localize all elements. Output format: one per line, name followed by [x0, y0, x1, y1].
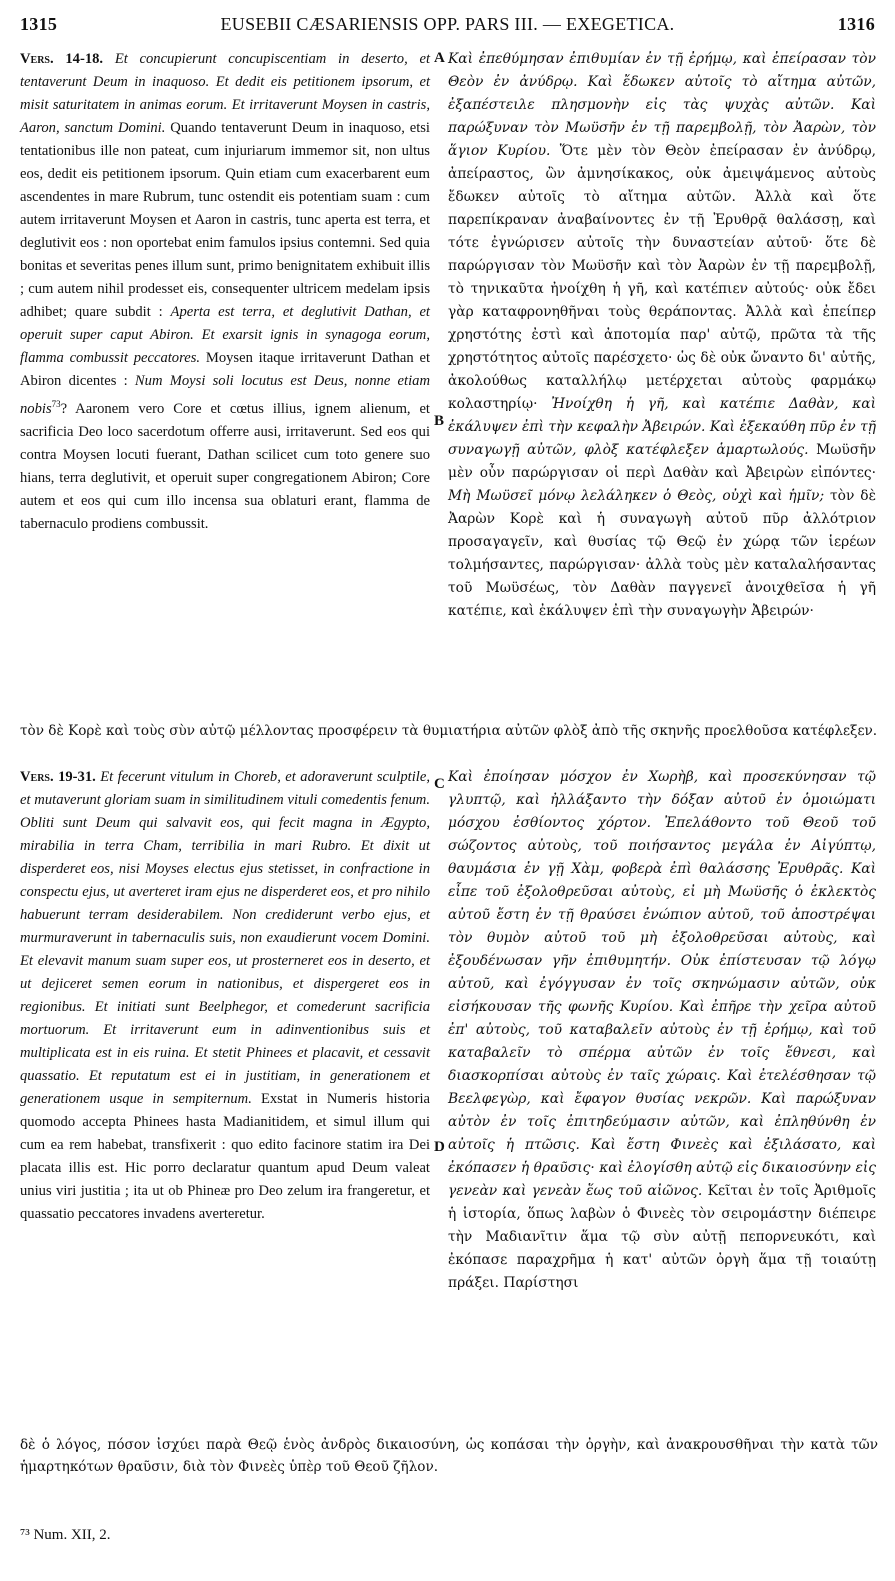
page-header — [20, 14, 875, 40]
greek-quote: Καὶ ἐποίησαν μόσχον ἐν Χωρὴβ, καὶ προσεκύνησαν τῷ γλυπτῷ, καὶ ἠλλάξαντο τὴν δόξαν αὐτοῦ ἐν ὁμοιώματι μόσχου ἐσθίοντος χόρτον. Ἐπελάθοντο τοῦ Θεοῦ τοῦ σώζοντος αὐτοὺς, τοῦ ποιήσαντος μεγάλα ἐν Αἰγύπτῳ, θαυμάσια ἐν γῇ Χὰμ, φοβερὰ ἐπὶ θαλάσσης Ἐρυθρᾶς. Καὶ εἶπε τοῦ ἐξολοθρεῦσαι αὐτοὺς, εἰ μὴ Μωϋσῆς ὁ ἐκλεκτὸς αὐτοῦ ἔστη ἐν τῇ θραύσει ἐνώπιον αὐτοῦ, τοῦ ἀποστρέψαι τὸν θυμὸν αὐτοῦ τοῦ μὴ ἐξολοθρεῦσαι αὐτοὺς, καὶ ἐξουδένωσαν γῆν ἐπιθυμητήν. Οὐκ ἐπίστευσαν τῷ λόγῳ αὐτοῦ, καὶ ἐγόγγυσαν ἐν τοῖς σκηνώμασιν αὐτῶν, οὐκ εἰσήκουσαν τῆς φωνῆς Κυρίου. Καὶ ἐπῆρε τὴν χεῖρα αὐτοῦ ἐπ' αὐτοὺς, τοῦ καταβαλεῖν αὐτοὺς ἐν τῇ ἐρήμῳ, καὶ τοῦ καταβαλεῖν τὸ σπέρμα αὐτῶν ἐν τοῖς ἔθνεσι, καὶ διασκορπίσαι αὐτοὺς ἐν ταῖς χώραις. Καὶ ἐτελέσθησαν τῷ Βεελφεγὼρ, καὶ ἔφαγον θυσίας νεκρῶν. Καὶ παρώξυναν αὐτὸν ἐν τοῖς ἐπιτηδεύμασιν αὐτῶν, καὶ ἐπληθύνθη ἐν αὐτοῖς ἡ πτῶσις. Καὶ ἔστη Φινεὲς καὶ ἐξιλάσατο, καὶ ἐκόπασεν ἡ θραῦσις· καὶ ἐλογίσθη αὐτῷ εἰς δικαιοσύνην εἰς γενεὰν καὶ γενεὰν ἕως τοῦ αἰῶνος. — [448, 769, 876, 1199]
latin-quote: Et fecerunt vitulum in Choreb, et adoraverunt sculptile, et mutaverunt gloriam suam in similitudinem vituli comedentis fenum. Obliti sunt Deum qui salvavit eos, qui fecit magna in Ægypto, mirabilia in terra Cham, terribilia in mari Rubro. Et dixit ut disperderet eos, nisi Moyses electus ejus stetisset, in confractione in conspectu ejus, ut averteret iram ejus ne disperderet eos, et pro nihilo habuerunt terram desiderabilem. Non crediderunt verbo ejus, et murmuraverunt in tabernaculis suis, non exaudierunt vocem Domini. Et elevavit manum suam super eos, ut prosterneret eos in deserto, et ut dejiceret semen eorum in nationibus, et dispergeret eos in regionibus. Et initiati sunt Beelphegor, et comederunt sacrificia mortuorum. Et irritaverunt eum in adinventionibus suis et multiplicata est in eis ruina. Et stetit Phinees et placavit, et cessavit quassatio. Et reputatum est ei in justitiam, in generationem et generationem usque in sempiternum. — [20, 769, 430, 1107]
greek-quote: Μὴ Μωϋσεῖ μόνῳ λελάληκεν ὁ Θεὸς, οὐχὶ καὶ ἡμῖν; — [448, 488, 825, 504]
greek-commentary: τὸν δὲ Ἀαρὼν Κορὲ καὶ ἡ συναγωγὴ αὐτοῦ πῦρ ἀλλότριον προσαγαγεῖν, καὶ θυσίας τῷ Θεῷ ἐν χώρᾳ τῶν ἱερέων τολμήσαντες, παρώργισαν· ἀλλὰ τοὺς μὲν καταλαλήσαντας τοῦ Μωϋσέως, τὸν Δαθὰν παγγενεῖ ἀνοιχθεῖσα ἡ γῆ κατέπιε, καὶ ἐκάλυψεν ἐπὶ τὴν συναγωγὴν Ἀβειρών· — [448, 488, 876, 619]
footnote-ref: 73 — [51, 399, 61, 409]
latin-quote: Aperta est terra, et deglutivit Dathan, et operuit super caput Abiron. Et exarsit ignis in synagoga eorum, flamma combussit peccatores. — [20, 304, 430, 366]
latin-quote: Num Moysi soli locutus est Deus, nonne etiam nobis — [20, 373, 430, 417]
latin-column-section-1 — [20, 48, 430, 536]
latin-paragraph — [20, 766, 430, 1226]
greek-column-section-1 — [448, 48, 876, 623]
greek-quote: Ἠνοίχθη ἡ γῆ, καὶ κατέπιε Δαθὰν, καὶ ἐκάλυψεν ἐπὶ τὴν κεφαλὴν Ἀβειρών. Καὶ ἐξεκαύθη πῦρ ἐν τῇ συναγωγῇ αὐτῶν, φλὸξ κατέφλεξεν ἁμαρτωλούς. — [448, 396, 877, 458]
greek-full-width-section-2: δὲ ὁ λόγος, πόσον ἰσχύει παρὰ Θεῷ ἑνὸς ἀνδρὸς δικαιοσύνη, ὡς κοπάσαι τὴν ὀργὴν, καὶ ἀνακρουσθῆναι τὴν κατὰ τῶν ἡμαρτηκότων θραῦσιν, διὰ τὸν Φινεὲς ὑπὲρ τοῦ Θεοῦ ζῆλον. — [20, 1437, 878, 1475]
greek-commentary: Κεῖται ἐν τοῖς Ἀριθμοῖς ἡ ἱστορία, ὅπως λαβὼν ὁ Φινεὲς τὸν σειρομάστην διέπειρε τὴν Μαδιανῖτιν ἅμα τῷ σὺν αὐτῇ πεπορνευκότι, καὶ ἐκόπασε παραχρῆμα ἡ κατ' αὐτῶν ὀργὴ ἅμα τῇ τοιαύτῃ πράξει. Παρίστησι — [448, 1183, 877, 1291]
greek-quote: Καὶ ἐπεθύμησαν ἐπιθυμίαν ἐν τῇ ἐρήμῳ, καὶ ἐπείρασαν τὸν Θεὸν ἐν ἀνύδρῳ. Καὶ ἔδωκεν αὐτοῖς τὸ αἴτημα αὐτῶν, ἐξαπέστειλε πλησμονὴν εἰς τὰς ψυχὰς αὐτῶν. Καὶ παρώξυναν τὸν Μωϋσῆν ἐν τῇ παρεμβολῇ, τὸν Ἀαρὼν, τὸν ἅγιον Κυρίου. — [448, 51, 876, 159]
latin-column-section-2 — [20, 766, 430, 1226]
margin-marker-b: B — [434, 413, 445, 429]
latin-commentary: Quando tentaverunt Deum in inaquoso, etsi tentationibus ille non pateat, cum injuriarum immemor sit, non ultus eos, dedit eis petitionem ipsorum. Quin etiam cum exacerbarent eum ascendentes in mare Rubrum, tunc ostendit eis potentiam suam : cum autem irritaverunt Moysen et Aaron in castris, tunc aperta est terra, et deglutivit eos : non oportebat enim famulos ipsius contemni. Sed quia bonitas et severitas penes illum sunt, primo benignitatem exhibuit illis ; cum autem nihil prodesset eis, consequenter ultricem medelam ipsis adhibet; quare subdit : — [20, 120, 430, 320]
verse-label: Vers. 14-18. — [20, 51, 104, 67]
latin-quote: Et concupierunt concupiscentiam in deserto, et tentaverunt Deum in inaquoso. Et dedit eis petitionem ipsorum, et misit saturitatem in animas eorum. Et irritaverunt Moysen in castris, Aaron, sanctum Domini. — [20, 51, 430, 136]
latin-commentary: ? Aaronem vero Core et cœtus illius, ignem alienum, et sacrificia Deo loco sacerdotum offerre ausi, irritaverunt. Sed eos qui contra Moysen locuti fuerant, Dathan scilicet cum toto genere suo hians, terra deglutivit, et operuit super congregationem Abiron; Core autem et eos qui cum illo incensa sua oblaturi erant, flamma de tabernaculo prodiens combussit. — [20, 400, 430, 532]
greek-commentary: Μωϋσῆν μὲν οὖν παρώργισαν οἱ περὶ Δαθὰν καὶ Ἀβειρὼν εἰπόντες· — [448, 442, 877, 481]
greek-commentary: Ὅτε μὲν τὸν Θεὸν ἐπείρασαν ἐν ἀνύδρῳ, ἀπείραστος, ὢν ἀμνησίκακος, οὐκ ἀμειψάμενος αὐτοὺς ἔδωκεν αὐτοῖς τὸ αἴτημα αὐτῶν. Ἀλλὰ καὶ ὅτε παρεπίκραναν ἀναβαίνοντες ἐν τῇ Ἐρυθρᾷ θαλάσσῃ, καὶ τότε ἐγνώρισεν αὐτοῖς τὴν δυναστείαν αὐτοῦ· ὅτε δὲ παρώργισαν τὸν Μωϋσῆν καὶ τὸν Ἀαρὼν ἐν τῇ παρεμβολῇ, τὸ τηνικαῦτα ἠνοίχθη ἡ γῆ, καὶ κατέπιεν αὐτούς· οὐκ ἔδει γὰρ καταφρονηθῆναι τοὺς θεράποντας. Ἀλλὰ καὶ ἐπείπερ χρηστότης ἐστὶ καὶ ἀποτομία παρ' αὐτῷ, πρῶτα τὰ τῆς χρηστότητος αὐτοῖς παρέσχετο· ὡς δὲ οὐκ ὤναντο δι' αὐτῆς, ἀκολούθως καταλλήλῳ μετέρχεται αὐτοὺς φαρμάκῳ κολαστηρίῳ· — [448, 143, 876, 412]
greek-paragraph — [448, 766, 876, 1295]
footnote: ⁷³ Num. XII, 2. — [20, 1527, 111, 1543]
greek-full-width-section-1: τὸν δὲ Κορὲ καὶ τοὺς σὺν αὐτῷ μέλλοντας προσφέρειν τὰ θυμιατήρια αὐτῶν φλὸξ ἀπὸ τῆς σκηνῆς προελθοῦσα κατέφλεξεν. — [20, 723, 878, 739]
latin-commentary: Moysen itaque irritaverunt Dathan et Abiron dicentes : — [20, 350, 431, 389]
margin-marker-d: D — [434, 1139, 445, 1155]
greek-column-section-2 — [448, 766, 876, 1295]
latin-commentary: Exstat in Numeris historia quomodo accepta Phinees hasta Madianitidem, et simul illum qui cum ea rem habebat, transfixerit : quo edito facinore statim ira Dei placata illis est. Hic porro declaratur quantum apud Deum valeat unius viri justitia ; ita ut ob Phineæ pro Deo zelum ira frangeretur, et quassatio peccatores invadens averteretur. — [20, 1091, 430, 1222]
verse-label: Vers. 19-31. — [20, 769, 96, 785]
running-title: EUSEBII CÆSARIENSIS OPP. PARS III. — EXEGETICA. — [220, 14, 675, 34]
page-number-left: 1315 — [20, 14, 58, 34]
latin-paragraph — [20, 48, 430, 536]
greek-paragraph — [448, 48, 876, 623]
margin-marker-a: A — [434, 50, 445, 66]
margin-marker-c: C — [434, 776, 445, 792]
page-number-right: 1316 — [837, 14, 875, 34]
